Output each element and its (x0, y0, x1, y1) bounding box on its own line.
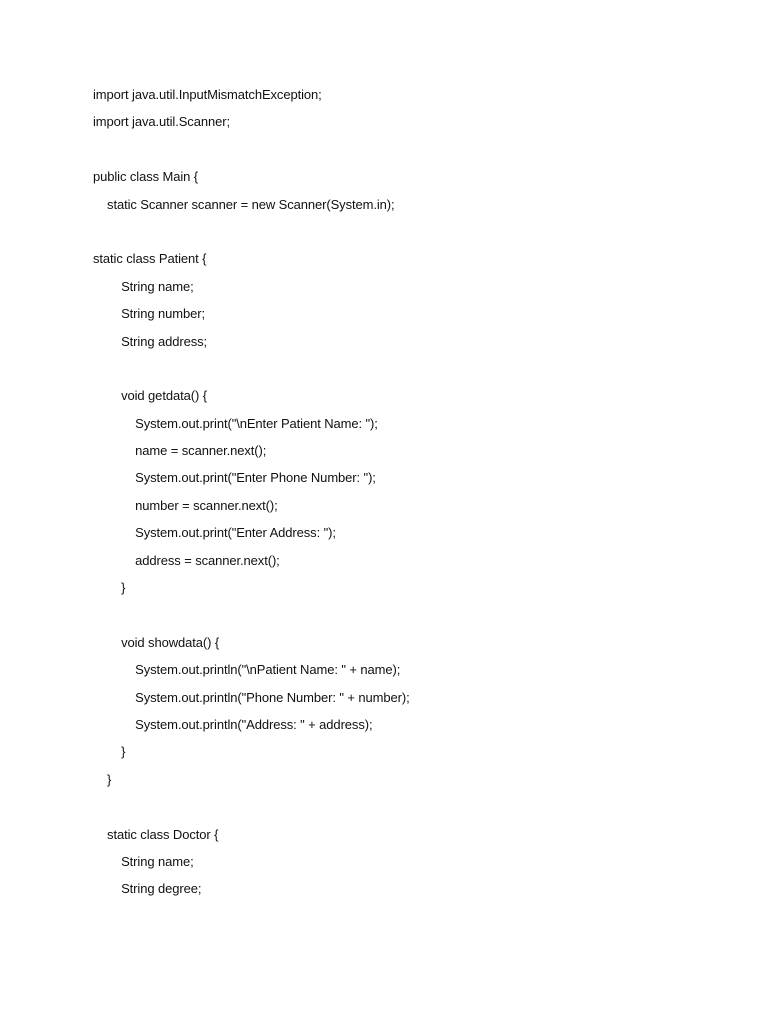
code-line: address = scanner.next(); (93, 552, 280, 568)
code-line: number = scanner.next(); (93, 497, 278, 513)
code-line: System.out.println("Address: " + address); (93, 716, 373, 732)
code-line: } (93, 771, 112, 787)
code-line: System.out.print("Enter Address: "); (93, 525, 336, 541)
code-line: System.out.print("\nEnter Patient Name: "); (93, 415, 378, 431)
code-line: void getdata() { (93, 388, 207, 404)
code-line: String address; (93, 333, 208, 349)
code-line: static class Doctor { (93, 826, 219, 842)
blank-line (93, 604, 733, 631)
code-line: static Scanner scanner = new Scanner(System.in); (93, 196, 395, 212)
blank-line (93, 358, 733, 385)
code-line: String number; (93, 306, 205, 322)
code-line: } (93, 580, 126, 596)
code-line: System.out.println("Phone Number: " + number); (93, 689, 410, 705)
code-line: static class Patient { (93, 251, 207, 267)
code-line: String degree; (93, 881, 202, 897)
code-line: System.out.print("Enter Phone Number: "); (93, 470, 376, 486)
code-line: String name; (93, 278, 194, 294)
code-line: String name; (93, 853, 194, 869)
code-line: name = scanner.next(); (93, 443, 267, 459)
code-line: import java.util.Scanner; (93, 114, 230, 130)
code-line: public class Main { (93, 169, 199, 185)
code-line: void showdata() { (93, 634, 220, 650)
code-line: import java.util.InputMismatchException; (93, 87, 322, 102)
blank-line (93, 221, 733, 248)
blank-line (93, 796, 733, 823)
code-listing (93, 84, 733, 906)
code-line: System.out.println("\nPatient Name: " + name); (93, 662, 401, 678)
code-line: } (93, 744, 126, 760)
blank-line (93, 139, 733, 166)
